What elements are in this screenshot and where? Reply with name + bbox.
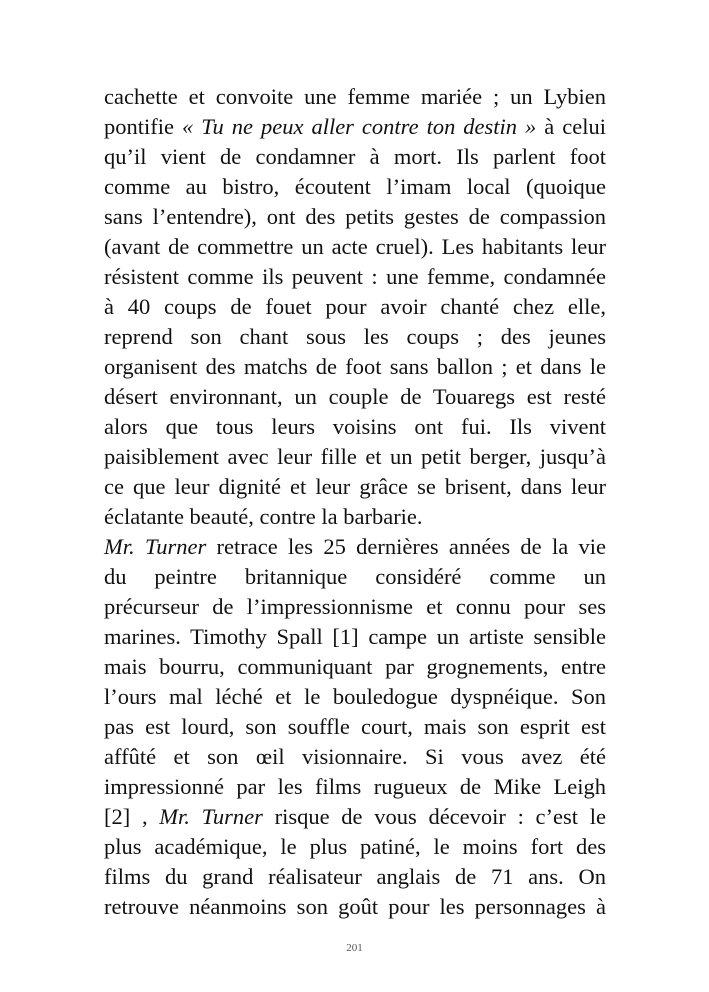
text-line: marines. Timothy Spall [1] campe un artiste sensible <box>104 624 606 649</box>
text-line: désert environnant, un couple de Touaregs est resté <box>104 384 606 409</box>
text-line: comme au bistro, écoutent l’imam local (quoique <box>104 174 606 199</box>
text-fragment: [2] , <box>104 804 160 829</box>
text-line: (avant de commettre un acte cruel). Les habitants leur <box>104 234 606 259</box>
film-title: Mr. Turner <box>104 534 207 559</box>
text-line: l’ours mal léché et le bouledogue dyspnéique. Son <box>104 684 606 709</box>
text-line: plus académique, le plus patiné, le moins fort des <box>104 834 606 859</box>
text-line: pas est lourd, son souffle court, mais son esprit est <box>104 714 606 739</box>
quote: « Tu ne peux aller contre ton destin » <box>181 114 537 139</box>
text-line <box>104 802 606 832</box>
text-line: impressionné par les films rugueux de Mike Leigh <box>104 774 606 799</box>
text-line: à 40 coups de fouet pour avoir chanté chez elle, <box>104 294 606 319</box>
text-fragment: à celui <box>536 114 606 139</box>
text-line: mais bourru, communiquant par grognements, entre <box>104 654 606 679</box>
text-line: cachette et convoite une femme mariée ; un Lybien <box>104 84 606 109</box>
text-line: affûté et son œil visionnaire. Si vous avez été <box>104 744 606 769</box>
text-line: organisent des matchs de foot sans ballon ; et dans le <box>104 354 606 379</box>
text-line: retrouve néanmoins son goût pour les personnages à <box>104 894 606 919</box>
page-number: 201 <box>346 942 363 954</box>
text-line: éclatante beauté, contre la barbarie. <box>104 504 423 529</box>
text-fragment: risque de vous décevoir : c’est le <box>262 804 606 829</box>
text-fragment: retrace les 25 dernières années de la vie <box>206 534 606 559</box>
text-line: films du grand réalisateur anglais de 71 ans. On <box>104 864 606 889</box>
text-line: qu’il vient de condamner à mort. Ils parlent foot <box>104 144 606 169</box>
text-line: paisiblement avec leur fille et un petit berger, jusqu’à <box>104 444 606 469</box>
text-line: précurseur de l’impressionnisme et connu pour ses <box>104 594 606 619</box>
text-line <box>104 112 606 142</box>
body-text <box>104 82 606 922</box>
text-line: alors que tous leurs voisins ont fui. Ils vivent <box>104 414 606 439</box>
text-line: ce que leur dignité et leur grâce se brisent, dans leur <box>104 474 606 499</box>
film-title: Mr. Turner <box>159 804 263 829</box>
text-line: résistent comme ils peuvent : une femme, condamnée <box>104 264 606 289</box>
text-line: reprend son chant sous les coups ; des jeunes <box>104 324 606 349</box>
text-fragment: pontifie <box>104 114 182 139</box>
text-line: du peintre britannique considéré comme un <box>104 564 606 589</box>
text-line: sans l’entendre), ont des petits gestes de compassion <box>104 204 606 229</box>
text-line <box>104 532 606 562</box>
